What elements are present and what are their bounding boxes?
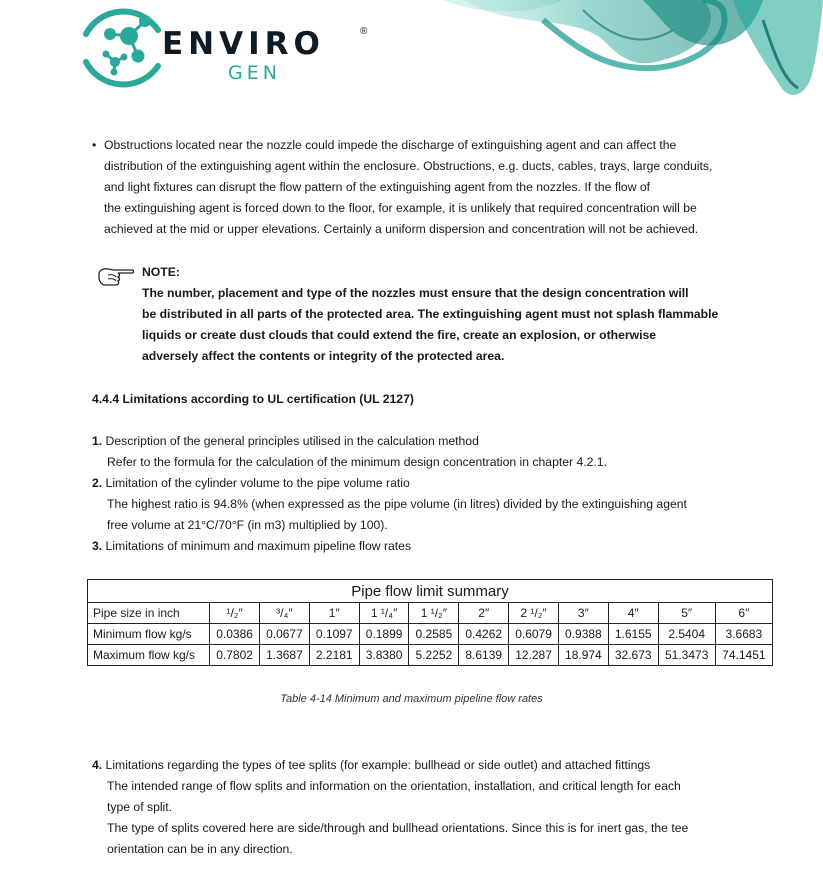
table-cell: 0.1899	[359, 624, 409, 645]
list-item-1	[92, 431, 772, 452]
table-row	[88, 645, 773, 666]
table-cell: ¹/₂″	[210, 603, 260, 624]
obstructions-line: Obstructions located near the nozzle could impede the discharge of extinguishing agent and can affect the	[104, 138, 677, 152]
list-item-2	[92, 473, 772, 494]
note-line: adversely affect the contents or integrity of the protected area.	[142, 349, 505, 363]
table-cell: 0.6079	[509, 624, 559, 645]
table-title-row	[88, 580, 773, 603]
table-cell: 3.6683	[715, 624, 772, 645]
table-cell: 8.6139	[459, 645, 509, 666]
table-cell: 0.0677	[260, 624, 310, 645]
list-item-title: Limitations regarding the types of tee splits (for example: bullhead or side outlet) and attached fittings	[102, 758, 651, 772]
limitations-list	[92, 431, 772, 557]
table-cell: 74.1451	[715, 645, 772, 666]
list-item-3	[92, 536, 772, 557]
section-heading: 4.4.4 Limitations according to UL certification (UL 2127)	[92, 392, 414, 406]
limitations-list-continued	[92, 755, 772, 860]
list-item-title: Limitations of minimum and maximum pipeline flow rates	[102, 539, 412, 553]
list-item-text: The highest ratio is 94.8% (when expressed as the pipe volume (in litres) divided by the extinguishing agent	[107, 497, 687, 511]
list-item-text: type of split.	[107, 800, 173, 814]
table-cell: 6″	[715, 603, 772, 624]
list-number: 1.	[92, 434, 103, 448]
list-number: 4.	[92, 758, 103, 772]
note-line: liquids or create dust clouds that could extend the fire, create an explosion, or otherwise	[142, 328, 657, 342]
registered-mark: ®	[360, 26, 368, 37]
obstructions-bullet	[92, 135, 762, 240]
table-cell: 0.0386	[210, 624, 260, 645]
row-label: Minimum flow kg/s	[88, 624, 210, 645]
note-title: NOTE:	[142, 265, 180, 279]
table-cell: 0.2585	[409, 624, 459, 645]
table-cell: 2″	[459, 603, 509, 624]
list-number: 2.	[92, 476, 103, 490]
table-cell: 12.287	[509, 645, 559, 666]
brand-sub: GEN	[228, 62, 281, 84]
table-row	[88, 603, 773, 624]
table-cell: 5.2252	[409, 645, 459, 666]
table-title: Pipe flow limit summary	[88, 580, 773, 603]
obstructions-line: the extinguishing agent is forced down to the floor, for example, it is unlikely that required concentration will be	[104, 201, 697, 215]
teal-smoke-decoration	[403, 0, 823, 112]
note-line: be distributed in all parts of the protected area. The extinguishing agent must not splash flammable	[142, 307, 719, 321]
table-cell: 0.9388	[558, 624, 608, 645]
table-cell: 0.7802	[210, 645, 260, 666]
table-cell: 4″	[608, 603, 658, 624]
table-cell: 2.5404	[658, 624, 715, 645]
page-header	[0, 0, 823, 115]
envirogen-logo	[72, 0, 392, 95]
list-number: 3.	[92, 539, 103, 553]
note-block	[142, 262, 762, 367]
table-cell: 5″	[658, 603, 715, 624]
molecule-logo-icon	[72, 0, 172, 95]
list-item-text: orientation can be in any direction.	[107, 842, 293, 856]
obstructions-line: and light fixtures can disrupt the flow pattern of the extinguishing agent from the nozzles. If the flow of	[104, 180, 651, 194]
list-item-4	[92, 755, 772, 776]
table-cell: 0.1097	[309, 624, 359, 645]
table-cell: 1″	[309, 603, 359, 624]
table-cell: 2 ¹/₂″	[509, 603, 559, 624]
table-cell: 3″	[558, 603, 608, 624]
list-item-title: Description of the general principles utilised in the calculation method	[102, 434, 479, 448]
note-line: The number, placement and type of the nozzles must ensure that the design concentration will	[142, 286, 689, 300]
obstructions-line: distribution of the extinguishing agent within the enclosure. Obstructions, e.g. ducts, cables, trays, large conduits,	[104, 159, 713, 173]
list-item-text: The type of splits covered here are side/through and bullhead orientations. Since this is for inert gas, the tee	[107, 821, 689, 835]
table-cell: 0.4262	[459, 624, 509, 645]
table-cell: 32.673	[608, 645, 658, 666]
table-row	[88, 624, 773, 645]
row-label: Maximum flow kg/s	[88, 645, 210, 666]
list-item-text: free volume at 21°C/70°F (in m3) multiplied by 100).	[107, 518, 388, 532]
table-cell: 2.2181	[309, 645, 359, 666]
pipe-flow-table	[87, 579, 773, 666]
list-item-title: Limitation of the cylinder volume to the pipe volume ratio	[102, 476, 410, 490]
table-cell: 1 ¹/₄″	[359, 603, 409, 624]
table-cell: 18.974	[558, 645, 608, 666]
table-cell: ³/₄″	[260, 603, 310, 624]
row-label: Pipe size in inch	[88, 603, 210, 624]
list-item-text: The intended range of flow splits and information on the orientation, installation, and critical length for each	[107, 779, 681, 793]
list-item-text: Refer to the formula for the calculation of the minimum design concentration in chapter 4.2.1.	[107, 455, 607, 469]
table-cell: 51.3473	[658, 645, 715, 666]
brand-name: ENVIRO	[162, 26, 325, 62]
table-cell: 3.8380	[359, 645, 409, 666]
table-cell: 1.6155	[608, 624, 658, 645]
obstructions-line: achieved at the mid or upper elevations. Certainly a uniform dispersion and concentration will not be achieved.	[104, 222, 699, 236]
table-cell: 1.3687	[260, 645, 310, 666]
bullet-icon: •	[92, 138, 97, 152]
table-caption: Table 4-14 Minimum and maximum pipeline flow rates	[280, 693, 543, 705]
table-cell: 1 ¹/₂″	[409, 603, 459, 624]
pointing-hand-icon	[96, 265, 136, 289]
